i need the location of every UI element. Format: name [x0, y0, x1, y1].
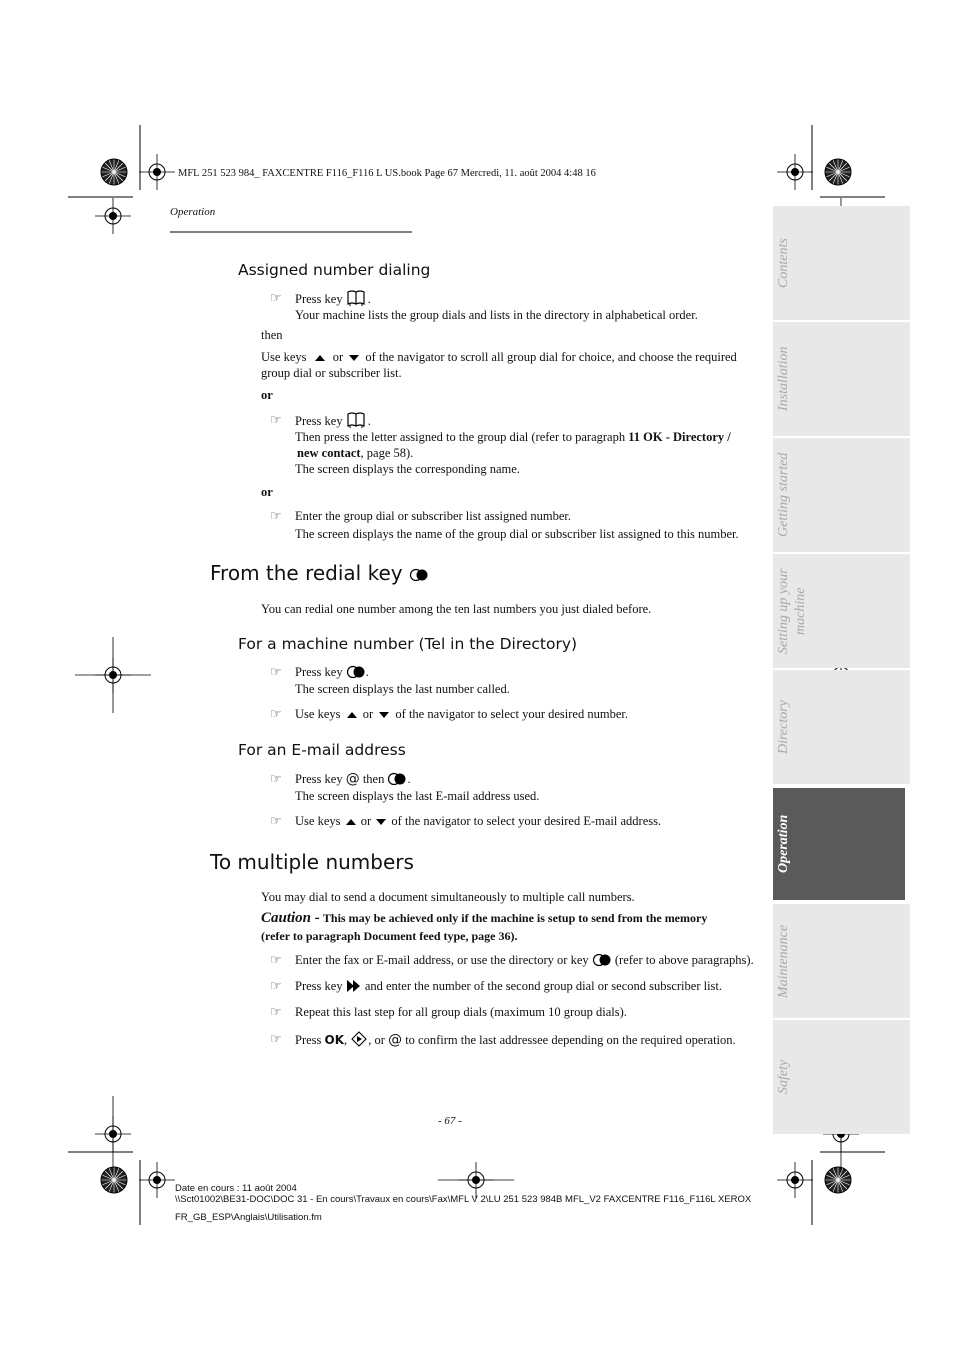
- tab-label: Maintenance: [776, 924, 791, 998]
- section-heading: Assigned number dialing: [238, 261, 431, 279]
- hand-icon: ☞: [270, 978, 282, 993]
- redial-key-icon: [592, 953, 612, 967]
- text: (refer to above paragraphs).: [614, 953, 754, 967]
- text: of the navigator to select your desired number.: [395, 707, 628, 721]
- text: .: [407, 772, 411, 786]
- hand-icon: ☞: [270, 508, 282, 523]
- ok-key-label: OK: [324, 1033, 345, 1047]
- text: Press key: [295, 292, 343, 306]
- paragraph: You may dial to send a document simultaneously to multiple call numbers.: [261, 890, 635, 904]
- tab-label: Contents: [776, 238, 791, 288]
- text: Use keys: [295, 814, 341, 828]
- running-title: Operation: [170, 206, 216, 218]
- tab-label: Operation: [776, 814, 791, 874]
- footer-date: Date en cours : 11 août 2004: [175, 1183, 297, 1194]
- tab-contents[interactable]: [773, 206, 910, 320]
- footer-file: FR_GB_ESP\Anglais\Utilisation.fm: [175, 1212, 322, 1223]
- text: Press key: [295, 414, 343, 428]
- caution-label: Caution -: [261, 910, 320, 926]
- text: or: [360, 814, 372, 828]
- tab-installation[interactable]: [773, 322, 910, 436]
- tab-operation[interactable]: [773, 788, 905, 900]
- footer-path: \\Sct01002\BE31-DOC\DOC 31 - En cours\Travaux en cours\Fax\MFL V 2\LU 251 523 984B MFL_V2 FAXCENTRE F116_F116L XEROX: [175, 1194, 752, 1205]
- hand-icon: ☞: [270, 412, 282, 427]
- text: Enter the fax or E-mail address, or use the directory or key: [295, 953, 589, 967]
- tab-label: Getting started: [776, 452, 791, 538]
- up-arrow-icon: [344, 709, 360, 721]
- text: Press key: [295, 665, 343, 679]
- text: , or: [368, 1033, 385, 1047]
- hand-icon: ☞: [270, 813, 282, 828]
- page-number: - 67 -: [438, 1115, 462, 1127]
- text: 11 OK - Directory /: [628, 430, 731, 444]
- bullet-text: [295, 412, 371, 429]
- start-key-icon: [350, 1031, 368, 1047]
- subsection-heading: For an E-mail address: [238, 741, 406, 759]
- text: From the redial key: [210, 561, 403, 585]
- tab-directory[interactable]: [773, 670, 910, 784]
- text: .: [365, 665, 369, 679]
- bullet-text: [295, 952, 754, 968]
- email-key-icon: @: [345, 771, 360, 787]
- tab-safety[interactable]: [773, 1020, 910, 1134]
- text: ,: [344, 1033, 348, 1047]
- up-arrow-icon: [310, 352, 330, 364]
- connector-text: or: [261, 485, 273, 499]
- text: then: [362, 772, 385, 786]
- fast-forward-icon: [346, 979, 362, 993]
- redial-key-icon: [387, 772, 407, 786]
- hand-icon: ☞: [270, 771, 282, 786]
- subsection-heading: For a machine number (Tel in the Directory): [238, 635, 578, 653]
- directory-book-icon: [346, 290, 368, 306]
- text: or: [362, 707, 374, 721]
- paragraph-line: group dial or subscriber list.: [261, 366, 402, 380]
- bullet-text: [295, 290, 371, 307]
- bullet-text: Repeat this last step for all group dials (maximum 10 group dials).: [295, 1005, 627, 1019]
- text: .: [367, 292, 371, 306]
- tab-label: Installation: [776, 346, 791, 412]
- bullet-text: [295, 771, 411, 787]
- hand-icon: ☞: [270, 1031, 282, 1046]
- text: .: [367, 414, 371, 428]
- up-arrow-icon: [344, 816, 358, 828]
- caution-note: [261, 910, 754, 926]
- bullet-text-line: The screen displays the name of the group dial or subscriber list assigned to this number.: [295, 527, 739, 541]
- text: Then press the letter assigned to the group dial (refer to paragraph: [295, 430, 626, 444]
- text: This may be achieved only if the machine is setup to send from the memory: [322, 911, 708, 925]
- bullet-text-line: The screen displays the last E-mail address used.: [295, 789, 540, 803]
- tab-maintenance[interactable]: [773, 904, 910, 1018]
- email-key-icon: @: [388, 1032, 403, 1048]
- connector-text: then: [261, 328, 283, 342]
- section-heading: [210, 561, 431, 585]
- text: or: [332, 350, 344, 364]
- text: new contact: [297, 446, 361, 460]
- hand-icon: ☞: [270, 664, 282, 679]
- down-arrow-icon: [374, 816, 388, 828]
- tab-getting-started[interactable]: [773, 438, 910, 552]
- tab-label: Safety: [776, 1059, 791, 1095]
- hand-icon: ☞: [270, 1004, 282, 1019]
- text: , page 58).: [360, 446, 414, 460]
- book-info-line: MFL 251 523 984_ FAXCENTRE F116_F116 L US.book Page 67 Mercredi, 11. août 2004 4:48 16: [178, 168, 596, 179]
- paragraph: You can redial one number among the ten last numbers you just dialed before.: [261, 602, 652, 616]
- text: Press: [295, 1033, 322, 1047]
- bullet-text-line: The screen displays the corresponding name.: [295, 462, 520, 476]
- redial-key-icon: [409, 566, 431, 582]
- bullet-text: [295, 664, 369, 680]
- text: and enter the number of the second group dial or second subscriber list.: [364, 979, 723, 993]
- text: Press key: [295, 979, 343, 993]
- text: Use keys: [295, 707, 341, 721]
- tab-label: Directory: [776, 700, 791, 754]
- bullet-text: [295, 706, 628, 722]
- redial-key-icon: [346, 665, 366, 679]
- text: of the navigator to scroll all group dial for choice, and choose the required: [365, 350, 737, 364]
- section-heading: To multiple numbers: [210, 850, 414, 874]
- connector-text: or: [261, 388, 273, 402]
- text: of the navigator to select your desired E-mail address.: [391, 814, 662, 828]
- bullet-text-line: [297, 445, 413, 461]
- hand-icon: ☞: [270, 290, 282, 305]
- bullet-text: [295, 1031, 736, 1048]
- directory-book-icon: [346, 412, 368, 428]
- tab-label: Setting up your machine: [776, 568, 808, 654]
- bullet-text: Enter the group dial or subscriber list assigned number.: [295, 509, 571, 523]
- bullet-text-line: The screen displays the last number called.: [295, 682, 510, 696]
- bullet-text-line: [295, 429, 731, 445]
- bullet-text: [295, 813, 661, 829]
- down-arrow-icon: [346, 352, 362, 364]
- bullet-text: [295, 978, 722, 994]
- caution-note-line: (refer to paragraph Document feed type, page 36).: [261, 929, 518, 943]
- bullet-text-line: Your machine lists the group dials and lists in the directory in alphabetical order.: [295, 308, 698, 322]
- text: to confirm the last addressee depending on the required operation.: [405, 1033, 736, 1047]
- hand-icon: ☞: [270, 706, 282, 721]
- paragraph: [261, 349, 737, 365]
- text: Press key: [295, 772, 343, 786]
- tab-setting-up[interactable]: [773, 554, 910, 668]
- down-arrow-icon: [376, 709, 392, 721]
- text: Use keys: [261, 350, 307, 364]
- hand-icon: ☞: [270, 952, 282, 967]
